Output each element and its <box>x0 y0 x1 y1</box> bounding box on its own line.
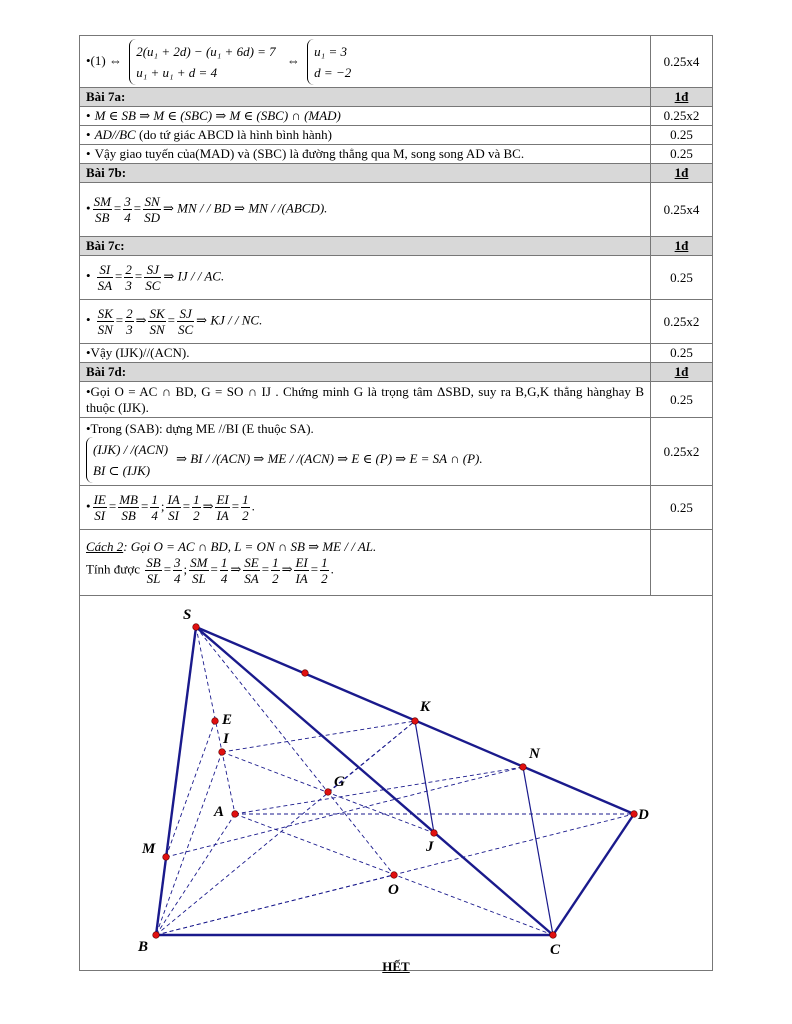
row-text: (do tứ giác ABCD là hình bình hành) <box>135 127 332 142</box>
row-7d-1 <box>80 382 713 418</box>
row-text: : Gọi O = AC ∩ BD, L = ON ∩ SB ⇒ ME / / AL. <box>123 539 377 554</box>
row-7a-2 <box>80 126 713 145</box>
score-cell: 0.25 <box>651 145 713 164</box>
row-text: M ∈ SB ⇒ M ∈ (SBC) ⇒ M ∈ (SBC) ∩ (MAD) <box>94 108 341 123</box>
fraction: $\frac{SN}{SD}$ <box>144 194 160 225</box>
row-text: ⇒ MN / / BD ⇒ MN / /(ABCD). <box>162 200 328 216</box>
section-points: 1đ <box>651 237 713 256</box>
point-C <box>550 932 557 939</box>
line-EM <box>166 721 215 857</box>
pyramid-diagram <box>80 596 711 966</box>
fraction: $\frac{SJ}{SC}$ <box>145 262 161 293</box>
row-lead: •(1) ⇔ <box>86 52 122 68</box>
section-title: Bài 7a: <box>80 88 651 107</box>
edge-CD <box>553 814 634 935</box>
line-BO <box>156 875 394 935</box>
line-IK <box>222 721 415 752</box>
label-I: I <box>223 731 229 747</box>
row-7b-1: • $\frac{SM}{SB}$ = $\frac{3}{4}$ = $\frac{SN}{SD}$ ⇒ MN / / BD ⇒ MN / /(ABCD). 0.25x4 <box>80 183 713 237</box>
row-text: •Trong (SAB): dựng ME //BI (E thuộc SA). <box>86 420 314 436</box>
label-D: D <box>638 807 649 823</box>
bullet: • <box>86 108 91 123</box>
row-text: Vậy giao tuyến của(MAD) và (SBC) là đường thẳng qua M, song song AD và BC. <box>94 146 525 161</box>
fraction: $\frac{SM}{SB}$ <box>93 194 111 225</box>
label-K: K <box>420 699 431 715</box>
label-S: S <box>183 607 192 623</box>
equation-1: 2(u₁ + 2d) − (u₁ + 6d) = 7 <box>136 43 276 59</box>
point-K <box>412 718 419 725</box>
bullet: • <box>86 146 91 161</box>
point-G <box>325 789 332 796</box>
point-D <box>631 811 638 818</box>
point-S <box>193 624 200 631</box>
score-cell: 0.25x4 <box>651 36 713 88</box>
score-cell <box>651 530 713 596</box>
fraction: $\frac{2}{3}$ <box>125 262 132 293</box>
row-system-equation <box>80 36 713 88</box>
edge-AB <box>156 814 235 935</box>
score-cell: 0.25 <box>651 486 713 530</box>
label-C: C <box>550 942 561 958</box>
point-J <box>431 830 438 837</box>
score-cell: 0.25 <box>651 382 713 418</box>
line-NC <box>523 767 553 935</box>
system-brace <box>86 437 172 483</box>
label-N: N <box>529 746 540 762</box>
row-text: ⇒ IJ / / AC. <box>163 268 225 284</box>
row-7a-3 <box>80 145 713 164</box>
label-E: E <box>222 712 233 728</box>
fraction: $\frac{SJ}{SC}$ <box>178 306 194 337</box>
row-7d-4: Cách 2: Gọi O = AC ∩ BD, L = ON ∩ SB ⇒ ME / / AL. Tính được $\frac{SB}{SL}$ = $\frac{3}{4}$ ; $\frac{SM}{SL}$ = $\frac{1}{4}$ ⇒ $\frac{SE}{SA}$ = $\frac{1}{2}$ ⇒ $\frac{EI}{IA}$ = $\frac{1}{2}$ . <box>80 530 713 596</box>
point-B <box>153 932 160 939</box>
section-header-7d <box>80 363 713 382</box>
condition-2: BI ⊂ (IJK) <box>93 462 151 478</box>
solution-2: d = −2 <box>314 64 352 80</box>
section-title: Bài 7c: <box>80 237 651 256</box>
row-7a-1 <box>80 107 713 126</box>
section-title: Bài 7b: <box>80 164 651 183</box>
point-M <box>163 854 170 861</box>
row-7c-3 <box>80 344 713 363</box>
label-A: A <box>214 804 225 820</box>
line-AN <box>235 767 523 814</box>
edge-SB <box>156 627 196 935</box>
score-cell: 0.25x2 <box>651 300 713 344</box>
row-7c-2: • $\frac{SK}{SN}$ = $\frac{2}{3}$ ⇒ $\frac{SK}{SN}$ = $\frac{SJ}{SC}$ ⇒ KJ / / NC. 0.25x2 <box>80 300 713 344</box>
equivalence-arrow: ⇔ <box>286 52 300 68</box>
row-7c-1: • $\frac{SI}{SA}$ = $\frac{2}{3}$ = $\frac{SJ}{SC}$ ⇒ IJ / / AC. 0.25 <box>80 256 713 300</box>
system-brace <box>129 39 279 85</box>
section-points: 1đ <box>651 164 713 183</box>
score-cell: 0.25 <box>651 256 713 300</box>
score-cell: 0.25x2 <box>651 107 713 126</box>
label-G: G <box>334 774 345 790</box>
row-text: •Vậy (IJK)//(ACN). <box>80 344 651 363</box>
row-diagram <box>80 596 713 971</box>
fraction: $\frac{SI}{SA}$ <box>97 262 113 293</box>
point-N <box>520 764 527 771</box>
label-O: O <box>388 882 399 898</box>
score-cell: 0.25x4 <box>651 183 713 237</box>
solution-1: u₁ = 3 <box>314 43 347 59</box>
label-J: J <box>426 839 434 855</box>
row-math: AD//BC <box>94 127 136 142</box>
fraction: $\frac{SK}{SN}$ <box>149 306 165 337</box>
section-header-7b <box>80 164 713 183</box>
section-header-7a <box>80 88 713 107</box>
row-text: ⇒ KJ / / NC. <box>196 312 263 328</box>
row-7d-3: • $\frac{IE}{SI}$ = $\frac{MB}{SB}$ = $\frac{1}{4}$ ; $\frac{IA}{SI}$ = $\frac{1}{2}$ ⇒ $\frac{EI}{IA}$ = $\frac{1}{2}$ . 0.25 <box>80 486 713 530</box>
point-on-SD <box>302 670 309 677</box>
point-O <box>391 872 398 879</box>
section-points: 1đ <box>651 363 713 382</box>
solution-brace <box>307 39 355 85</box>
fraction: $\frac{2}{3}$ <box>126 306 133 337</box>
row-text: ⇒ BI / /(ACN) ⇒ ME / /(ACN) ⇒ E ∈ (P) ⇒ E = SA ∩ (P). <box>176 450 483 466</box>
score-cell: 0.25x2 <box>651 418 713 486</box>
equation-2: u₁ + u₁ + d = 4 <box>136 64 218 80</box>
point-E <box>212 718 219 725</box>
row-text: •Gọi O = AC ∩ BD, G = SO ∩ IJ . Chứng minh G là trọng tâm ΔSBD, suy ra B,G,K thẳng hànghay B thuộc (IJK). <box>80 382 651 418</box>
label-M: M <box>142 841 156 857</box>
fraction: $\frac{3}{4}$ <box>124 194 131 225</box>
score-cell: 0.25 <box>651 344 713 363</box>
row-7d-2 <box>80 418 713 486</box>
method-label: Cách 2 <box>86 539 124 554</box>
condition-1: (IJK) / /(ACN) <box>93 441 169 457</box>
section-header-7c <box>80 237 713 256</box>
score-cell: 0.25 <box>651 126 713 145</box>
section-title: Bài 7d: <box>80 363 651 382</box>
bullet: • <box>86 127 91 142</box>
end-marker: HẾT <box>382 959 410 974</box>
edge-SC <box>196 627 553 935</box>
label-B: B <box>138 939 149 955</box>
line-KJ <box>415 721 434 833</box>
answer-table <box>79 35 713 971</box>
fraction: $\frac{SK}{SN}$ <box>97 306 113 337</box>
point-A <box>232 811 239 818</box>
row-prefix: Tính được <box>86 561 140 577</box>
point-I <box>219 749 226 756</box>
section-points: 1đ <box>651 88 713 107</box>
